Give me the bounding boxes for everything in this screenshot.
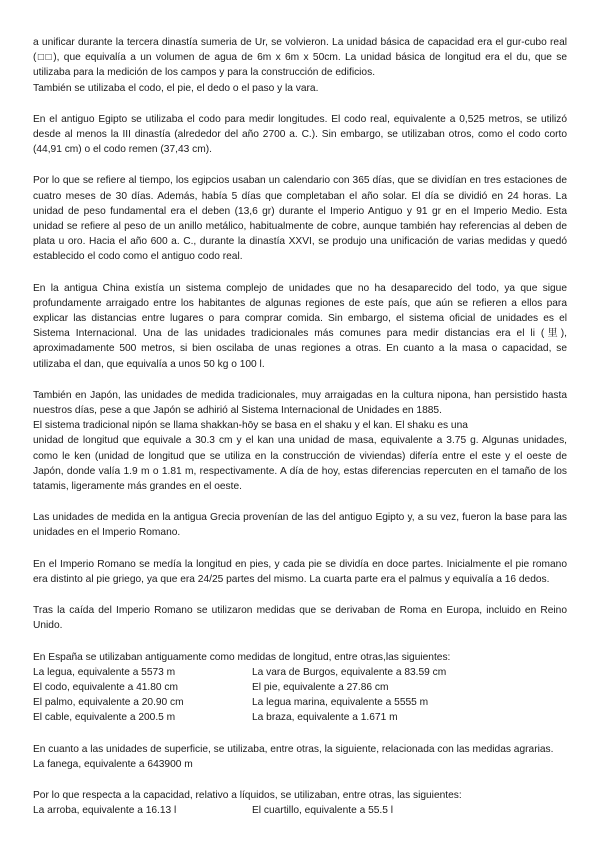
unit-row [33,680,567,695]
unit-row [33,803,567,818]
paragraph-text: También se utilizaba el codo, el pie, el dedo o el paso y la vara. [33,82,319,94]
unit-item: La fanega, equivalente a 643900 m [33,758,193,770]
unit-item: La legua, equivalente a 5573 m [33,666,176,678]
paragraph-grecia: Las unidades de medida en la antigua Grecia provenían de las del antiguo Egipto y, a su vez, fueron la base para las unidades en el Imperio Romano. [33,512,567,539]
unit-item: El cable, equivalente a 200.5 m [33,712,176,724]
unit-item: El palmo, equivalente a 20.90 cm [33,697,184,709]
paragraph-japon [33,388,567,494]
paragraph-espana-superficie [33,742,567,772]
unit-row [33,695,567,710]
paragraph-text: En España se utilizaban antiguamente como medidas de longitud, entre otras,las siguientes: [33,651,451,663]
unit-item: La arroba, equivalente a 16.13 l [33,805,177,817]
paragraph-europa: Tras la caída del Imperio Romano se utilizaron medidas que se derivaban de Roma en Europa, incluido en Reino Unido. [33,605,567,632]
paragraph-text: En cuanto a las unidades de superficie, se utilizaba, entre otras, la siguiente, relacionada con las medidas agrarias. [33,743,554,755]
unit-item: La vara de Burgos, equivalente a 83.59 cm [252,666,447,678]
unit-item: La legua marina, equivalente a 5555 m [252,697,429,709]
paragraph-espana-longitud [33,650,567,726]
unit-item: El cuartillo, equivalente a 55.5 l [252,805,394,817]
paragraph-egipto-tiempo: Por lo que se refiere al tiempo, los egipcios usaban un calendario con 365 días, que se dividían en tres estaciones de cuatro meses de 30 días. Además, había 5 días que completaban el año solar. El día se dividió en 24 horas. La unidad de peso fundamental era el deben (13,6 gr) durante el Imperio Antiguo y 91 gr en el Imperio Medio. Esta unidad se refiere al peso de un anillo metálico, habitualmente de cobre, aunque también hay referencias al deben de plata u oro. Hacia el año 600 a. C., durante la dinastía XXVI, se produjo una unificación de varias medidas y quedó establecido el codo como el antiguo codo real. [33,175,567,263]
unit-row [33,665,567,680]
unit-item: El codo, equivalente a 41.80 cm [33,681,178,693]
paragraph-text: El sistema tradicional nipón se llama shakkan-hōy se basa en el shaku y el kan. El shaku es una [33,420,468,432]
paragraph-text: Por lo que respecta a la capacidad, relativo a líquidos, se utilizaban, entre otras, las siguientes: [33,789,462,801]
unit-row [33,710,567,725]
paragraph-egipto-codo: En el antiguo Egipto se utilizaba el codo para medir longitudes. El codo real, equivalente a 0,525 metros, se utilizó desde al menos la III dinastía (alrededor del año 2700 a. C.). Sin embargo, se utilizaban otros, como el codo corto (44,91 cm) o el codo remen (37,43 cm). [33,113,567,156]
paragraph-roma: En el Imperio Romano se medía la longitud en pies, y cada pie se dividía en doce partes. Inicialmente el pie romano era distinto al pie griego, ya que era 24/25 partes del mismo. La cuarta parte era el palmus y equivalía a 16 dedos. [33,558,567,585]
paragraph-china: En la antigua China existía un sistema complejo de unidades que no ha desaparecido del todo, ya que sigue profundamente arraigado entre los habitantes de algunas regiones de este país, que aún se refieren a ellos para explicar las distancias entre lugares o para comprar comida. Sin embargo, el sistema oficial de unidades es el Sistema Internacional. Una de las unidades tradicionales más comunes para medir distancias era el li (里), aproximadamente 500 metros, si bien oscilaba de unas regiones a otras. En cuanto a la masa o capacidad, se utilizaba el dan, que equivalía a unos 50 kg o 100 l. [33,282,567,370]
paragraph-text: a unificar durante la tercera dinastía sumeria de Ur, se volvieron. La unidad básica de capacidad era el gur-cubo real (□□), que equivalía a un volumen de agua de 6m x 6m x 50cm. La unidad básica de longitud era el du, que se utilizaba para la medición de los campos y para la construcción de edificios. [33,37,567,79]
paragraph-espana-capacidad [33,788,567,818]
paragraph-sumeria [33,35,567,96]
paragraph-text: También en Japón, las unidades de medida tradicionales, muy arraigadas en la cultura nipona, han persistido hasta nuestros días, pese a que Japón se adhirió al Sistema Internacional de Unidades en 1885. [33,389,567,417]
unit-item: El pie, equivalente a 27.86 cm [252,681,389,693]
unit-item: La braza, equivalente a 1.671 m [252,712,398,724]
paragraph-text: unidad de longitud que equivale a 30.3 cm y el kan una unidad de masa, equivalente a 3.75 g. Algunas unidades, como le ken (unidad de longitud que se utiliza en la construcción de viviendas) difería entre el este y el oeste de Japón, donde valía 1.9 m o 1.81 m, respectivamente. A día de hoy, estas diferencias repercuten en el tamaño de los tatamis, ligeramente más grandes en el oeste. [33,435,567,493]
